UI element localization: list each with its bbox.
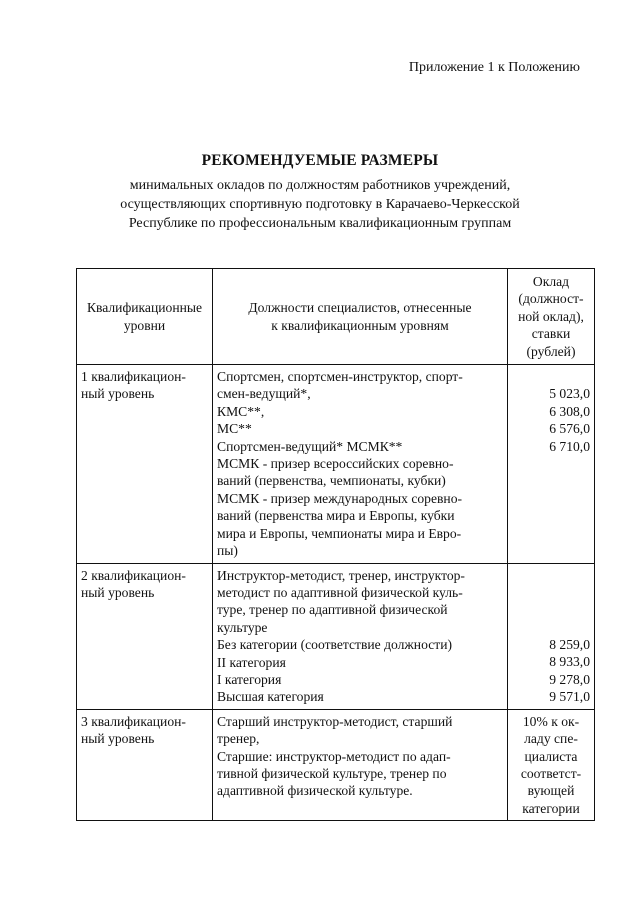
table-header-row [77, 269, 595, 365]
salary-cell: 5 023,0 6 308,0 6 576,0 6 710,0 [508, 365, 595, 563]
salary-table [76, 268, 595, 821]
header-positions: Должности специалистов, отнесенные к квалификационным уровням [213, 269, 508, 365]
positions-cell: Инструктор-методист, тренер, инструктор- методист по адаптивной физической куль- туре, тренер по адаптивной физической культуре Без категории (соответствие должности) II категория I категория Высшая категория [213, 563, 508, 709]
subtitle-line: минимальных окладов по должностям работников учреждений, [129, 178, 511, 193]
level-cell: 1 квалификацион- ный уровень [77, 365, 213, 563]
header-salary: Оклад (должност- ной оклад), ставки (рублей) [508, 269, 595, 365]
positions-cell: Спортсмен, спортсмен-инструктор, спорт- смен-ведущий*, КМС**, МС** Спортсмен-ведущий* МСМК** МСМК - призер всероссийских соревно- ваний (первенства, чемпионаты, кубки) МСМК - призер международных соревно- ваний (первенства мира и Европы, кубки мира и Европы, чемпионаты мира и Евро- пы) [213, 365, 508, 563]
table-row [77, 365, 595, 563]
level-cell: 3 квалификацион- ный уровень [77, 709, 213, 820]
document-title: РЕКОМЕНДУЕМЫЕ РАЗМЕРЫ [201, 152, 439, 169]
positions-cell: Старший инструктор-методист, старший тренер, Старшие: инструктор-методист по адап- тивной физической культуре, тренер по адаптивной физической культуре. [213, 709, 508, 820]
salary-note-cell: 10% к ок- ладу спе- циалиста соответст- вующей категории [508, 709, 595, 820]
subtitle-line: Республике по профессиональным квалификационным группам [128, 216, 512, 231]
table-row [77, 709, 595, 820]
header-levels: Квалификационные уровни [77, 269, 213, 365]
salary-cell: 8 259,0 8 933,0 9 278,0 9 571,0 [508, 563, 595, 709]
appendix-note: Приложение 1 к Положению [408, 60, 580, 75]
level-cell: 2 квалификацион- ный уровень [77, 563, 213, 709]
table-row [77, 563, 595, 709]
subtitle-line: осуществляющих спортивную подготовку в Карачаево-Черкесской [120, 197, 520, 212]
document-subtitle [0, 176, 640, 233]
